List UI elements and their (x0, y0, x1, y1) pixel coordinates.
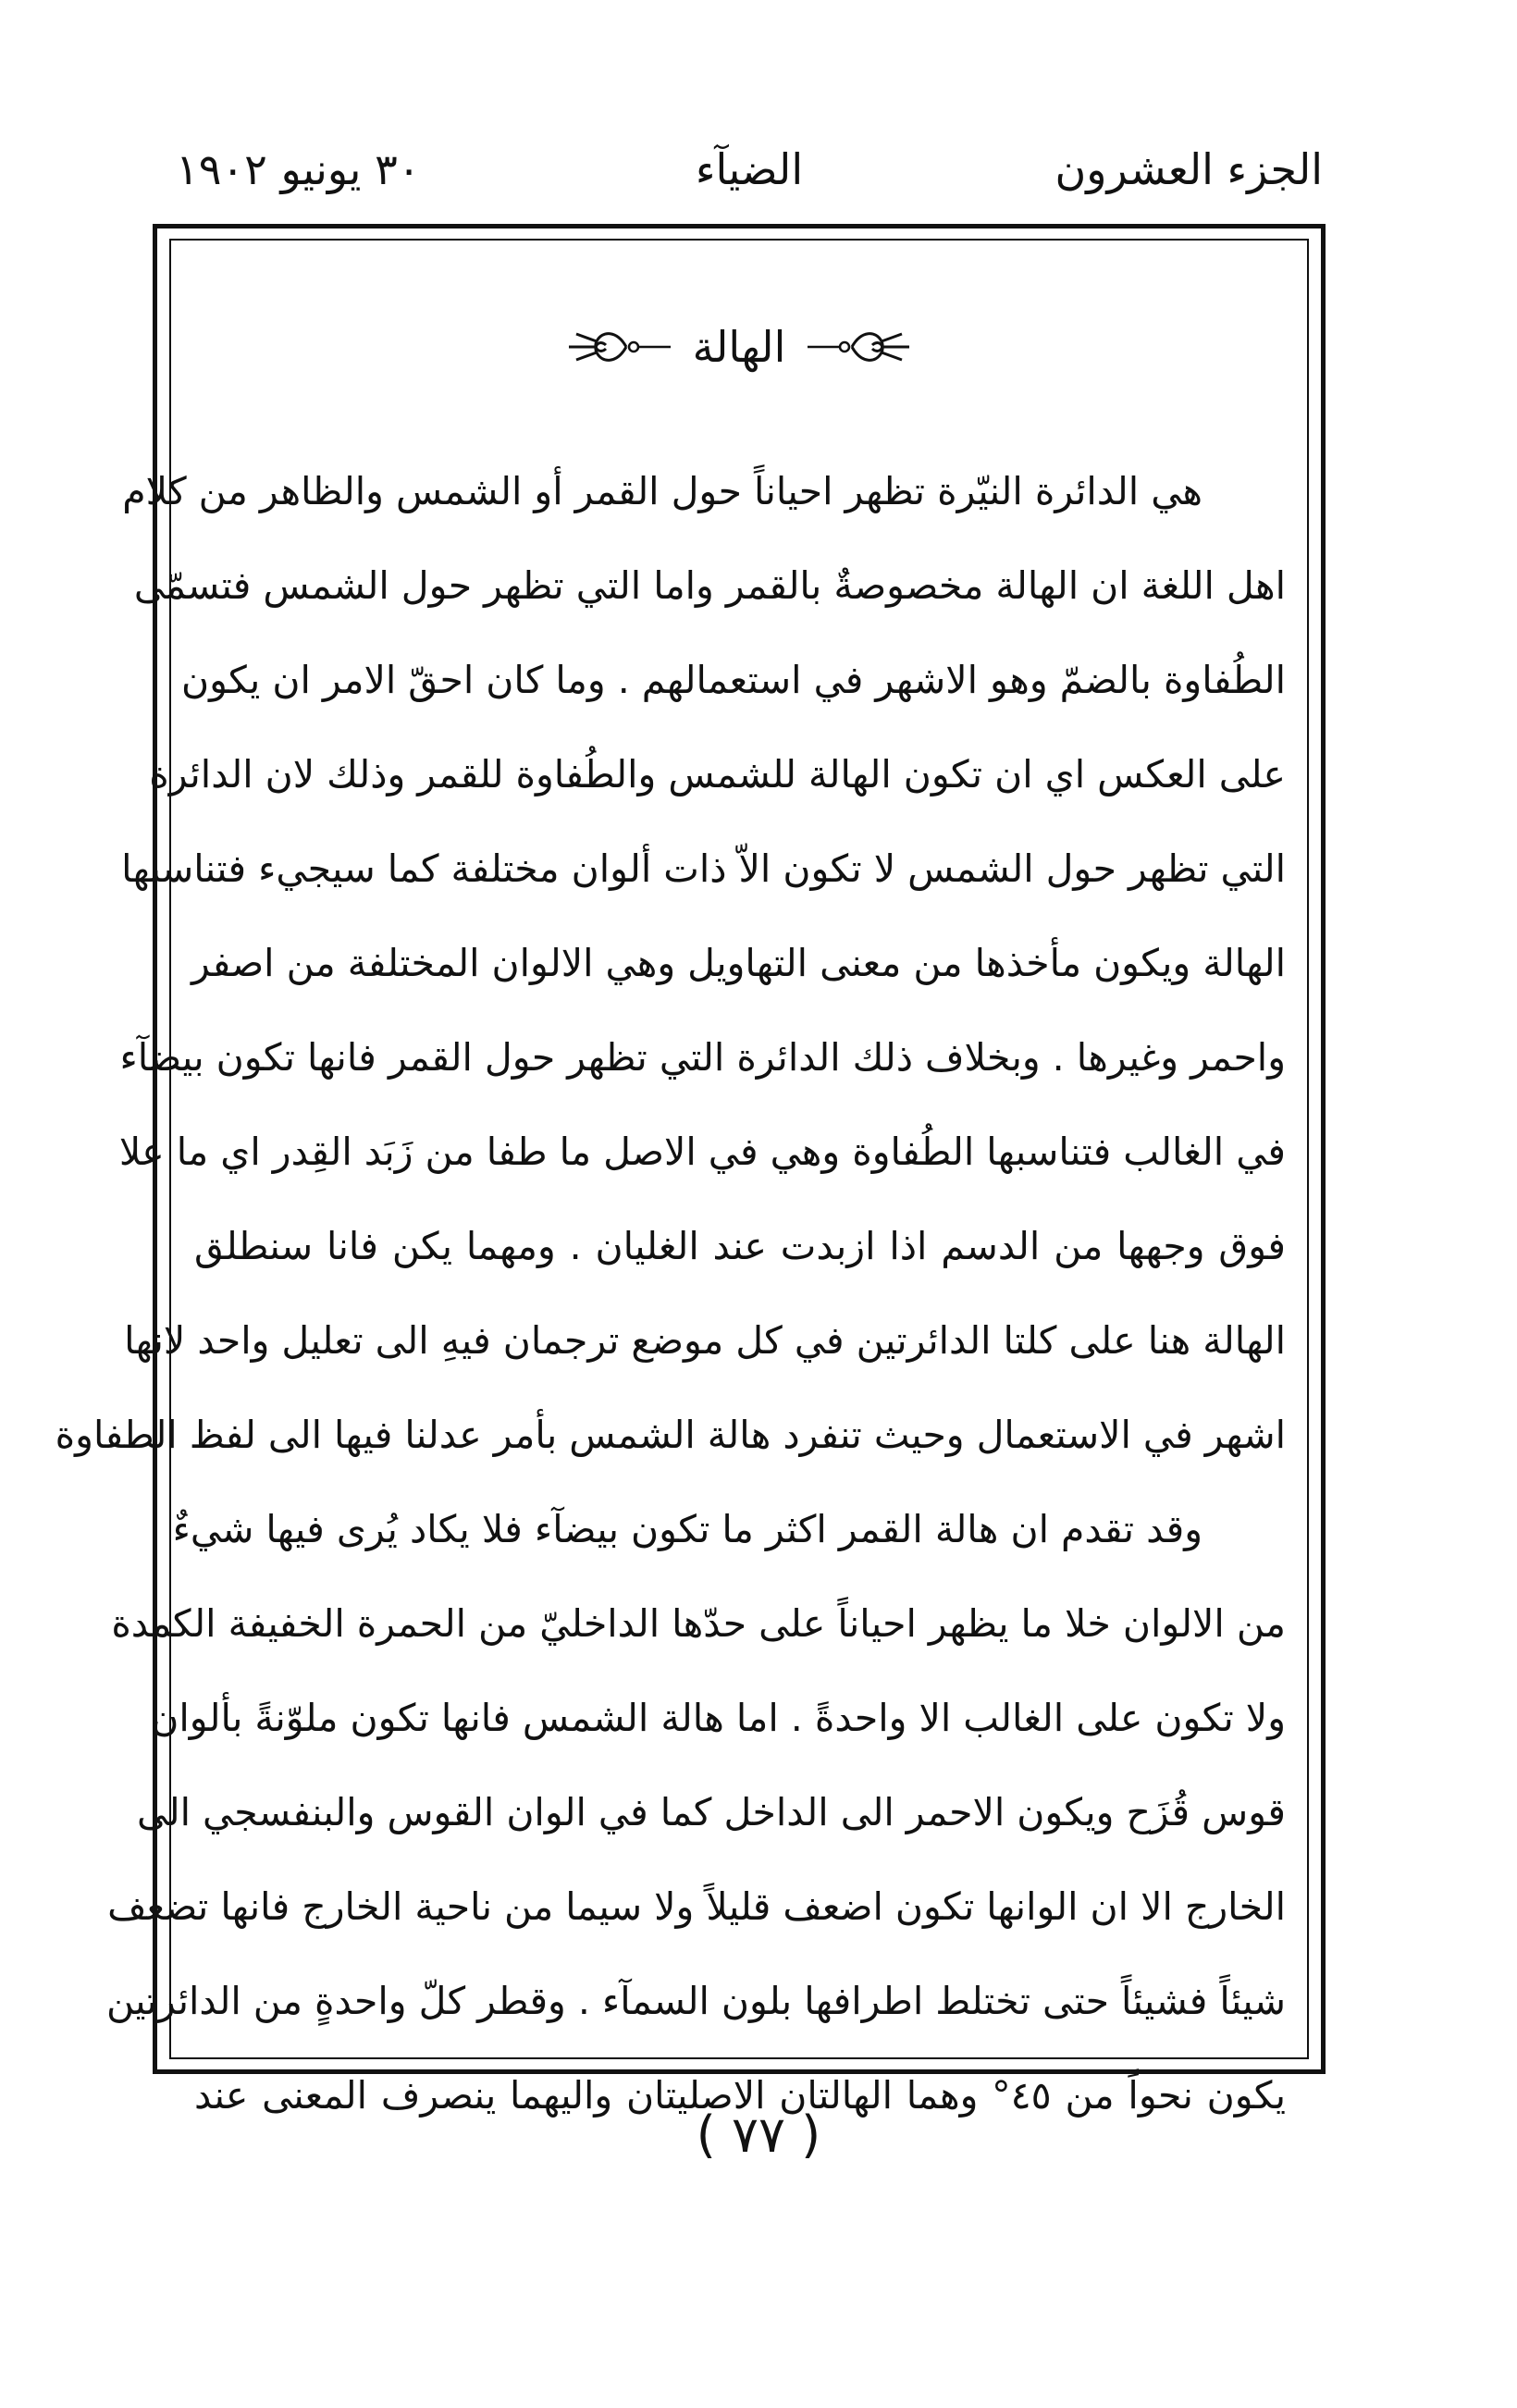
journal-title: الضيآء (695, 144, 804, 194)
issue-date: ٣٠ يونيو ١٩٠٢ (176, 144, 421, 194)
text-line: شيئاً فشيئاً حتى تختلط اطرافها بلون السمآء . وقطر كلّ واحدةٍ من الدائرتين (105, 1979, 1286, 2023)
article-body (55, 444, 1286, 2143)
text-line: فوق وجهها من الدسم اذا ازبدت عند الغليان . ومهما يكن فانا سنطلق (194, 1224, 1286, 1268)
text-line: من الالوان خلا ما يظهر احياناً على حدّها الداخليّ من الحمرة الخفيفة الكمدة (111, 1601, 1286, 1646)
text-line: اشهر في الاستعمال وحيث تنفرد هالة الشمس بأمر عدلنا فيها الى لفظ الطفاوة (55, 1413, 1286, 1457)
text-line: الهالة ويكون مأخذها من معنى التهاويل وهي الالوان المختلفة من اصفر (191, 941, 1286, 985)
text-line: الطُفاوة بالضمّ وهو الاشهر في استعمالهم . وما كان احقّ الامر ان يكون (181, 658, 1286, 702)
text-line: واحمر وغيرها . وبخلاف ذلك الدائرة التي تظهر حول القمر فانها تكون بيضآء (119, 1035, 1286, 1080)
volume-part-label: الجزء العشرون (1054, 144, 1323, 194)
text-line: التي تظهر حول الشمس لا تكون الاّ ذات ألوان مختلفة كما سيجيء فتناسبها (121, 846, 1286, 891)
text-line: قوس قُزَح ويكون الاحمر الى الداخل كما في الوان القوس والبنفسجي الى (136, 1790, 1286, 1834)
text-line: هي الدائرة النيّرة تظهر احياناً حول القمر أو الشمس والظاهر من كلام (122, 469, 1202, 513)
section-heading (169, 305, 1309, 389)
text-line: الخارج الا ان الوانها تكون اضعف قليلاً ولا سيما من ناحية الخارج فانها تضعف (107, 1884, 1286, 1929)
running-header (176, 128, 1323, 211)
text-line: الهالة هنا على كلتا الدائرتين في كل موضع ترجمان فيهِ الى تعليل واحد لانها (124, 1318, 1286, 1363)
text-line: ولا تكون على الغالب الا واحدةً . اما هالة الشمس فانها تكون ملوّنةً بألوان (151, 1696, 1286, 1740)
text-line: اهل اللغة ان الهالة مخصوصةٌ بالقمر واما التي تظهر حول الشمس فتسمّى (133, 563, 1286, 608)
text-line: على العكس اي ان تكون الهالة للشمس والطُفاوة للقمر وذلك لان الدائرة (149, 752, 1286, 796)
ornament-scroll-icon (804, 327, 915, 367)
page-number: ( ٧٧ ) (696, 2105, 821, 2164)
text-line: في الغالب فتناسبها الطُفاوة وهي في الاصل ما طفا من زَبَد القِدر اي ما علا (118, 1130, 1286, 1174)
text-line: يكون نحواً من ٤٥° وهما الهالتان الاصليتان واليهما ينصرف المعنى عند (194, 2073, 1286, 2118)
section-title: الهالة (692, 322, 786, 372)
ornament-scroll-icon (563, 327, 674, 367)
text-line: وقد تقدم ان هالة القمر اكثر ما تكون بيضآء فلا يكاد يُرى فيها شيءٌ (172, 1507, 1202, 1551)
